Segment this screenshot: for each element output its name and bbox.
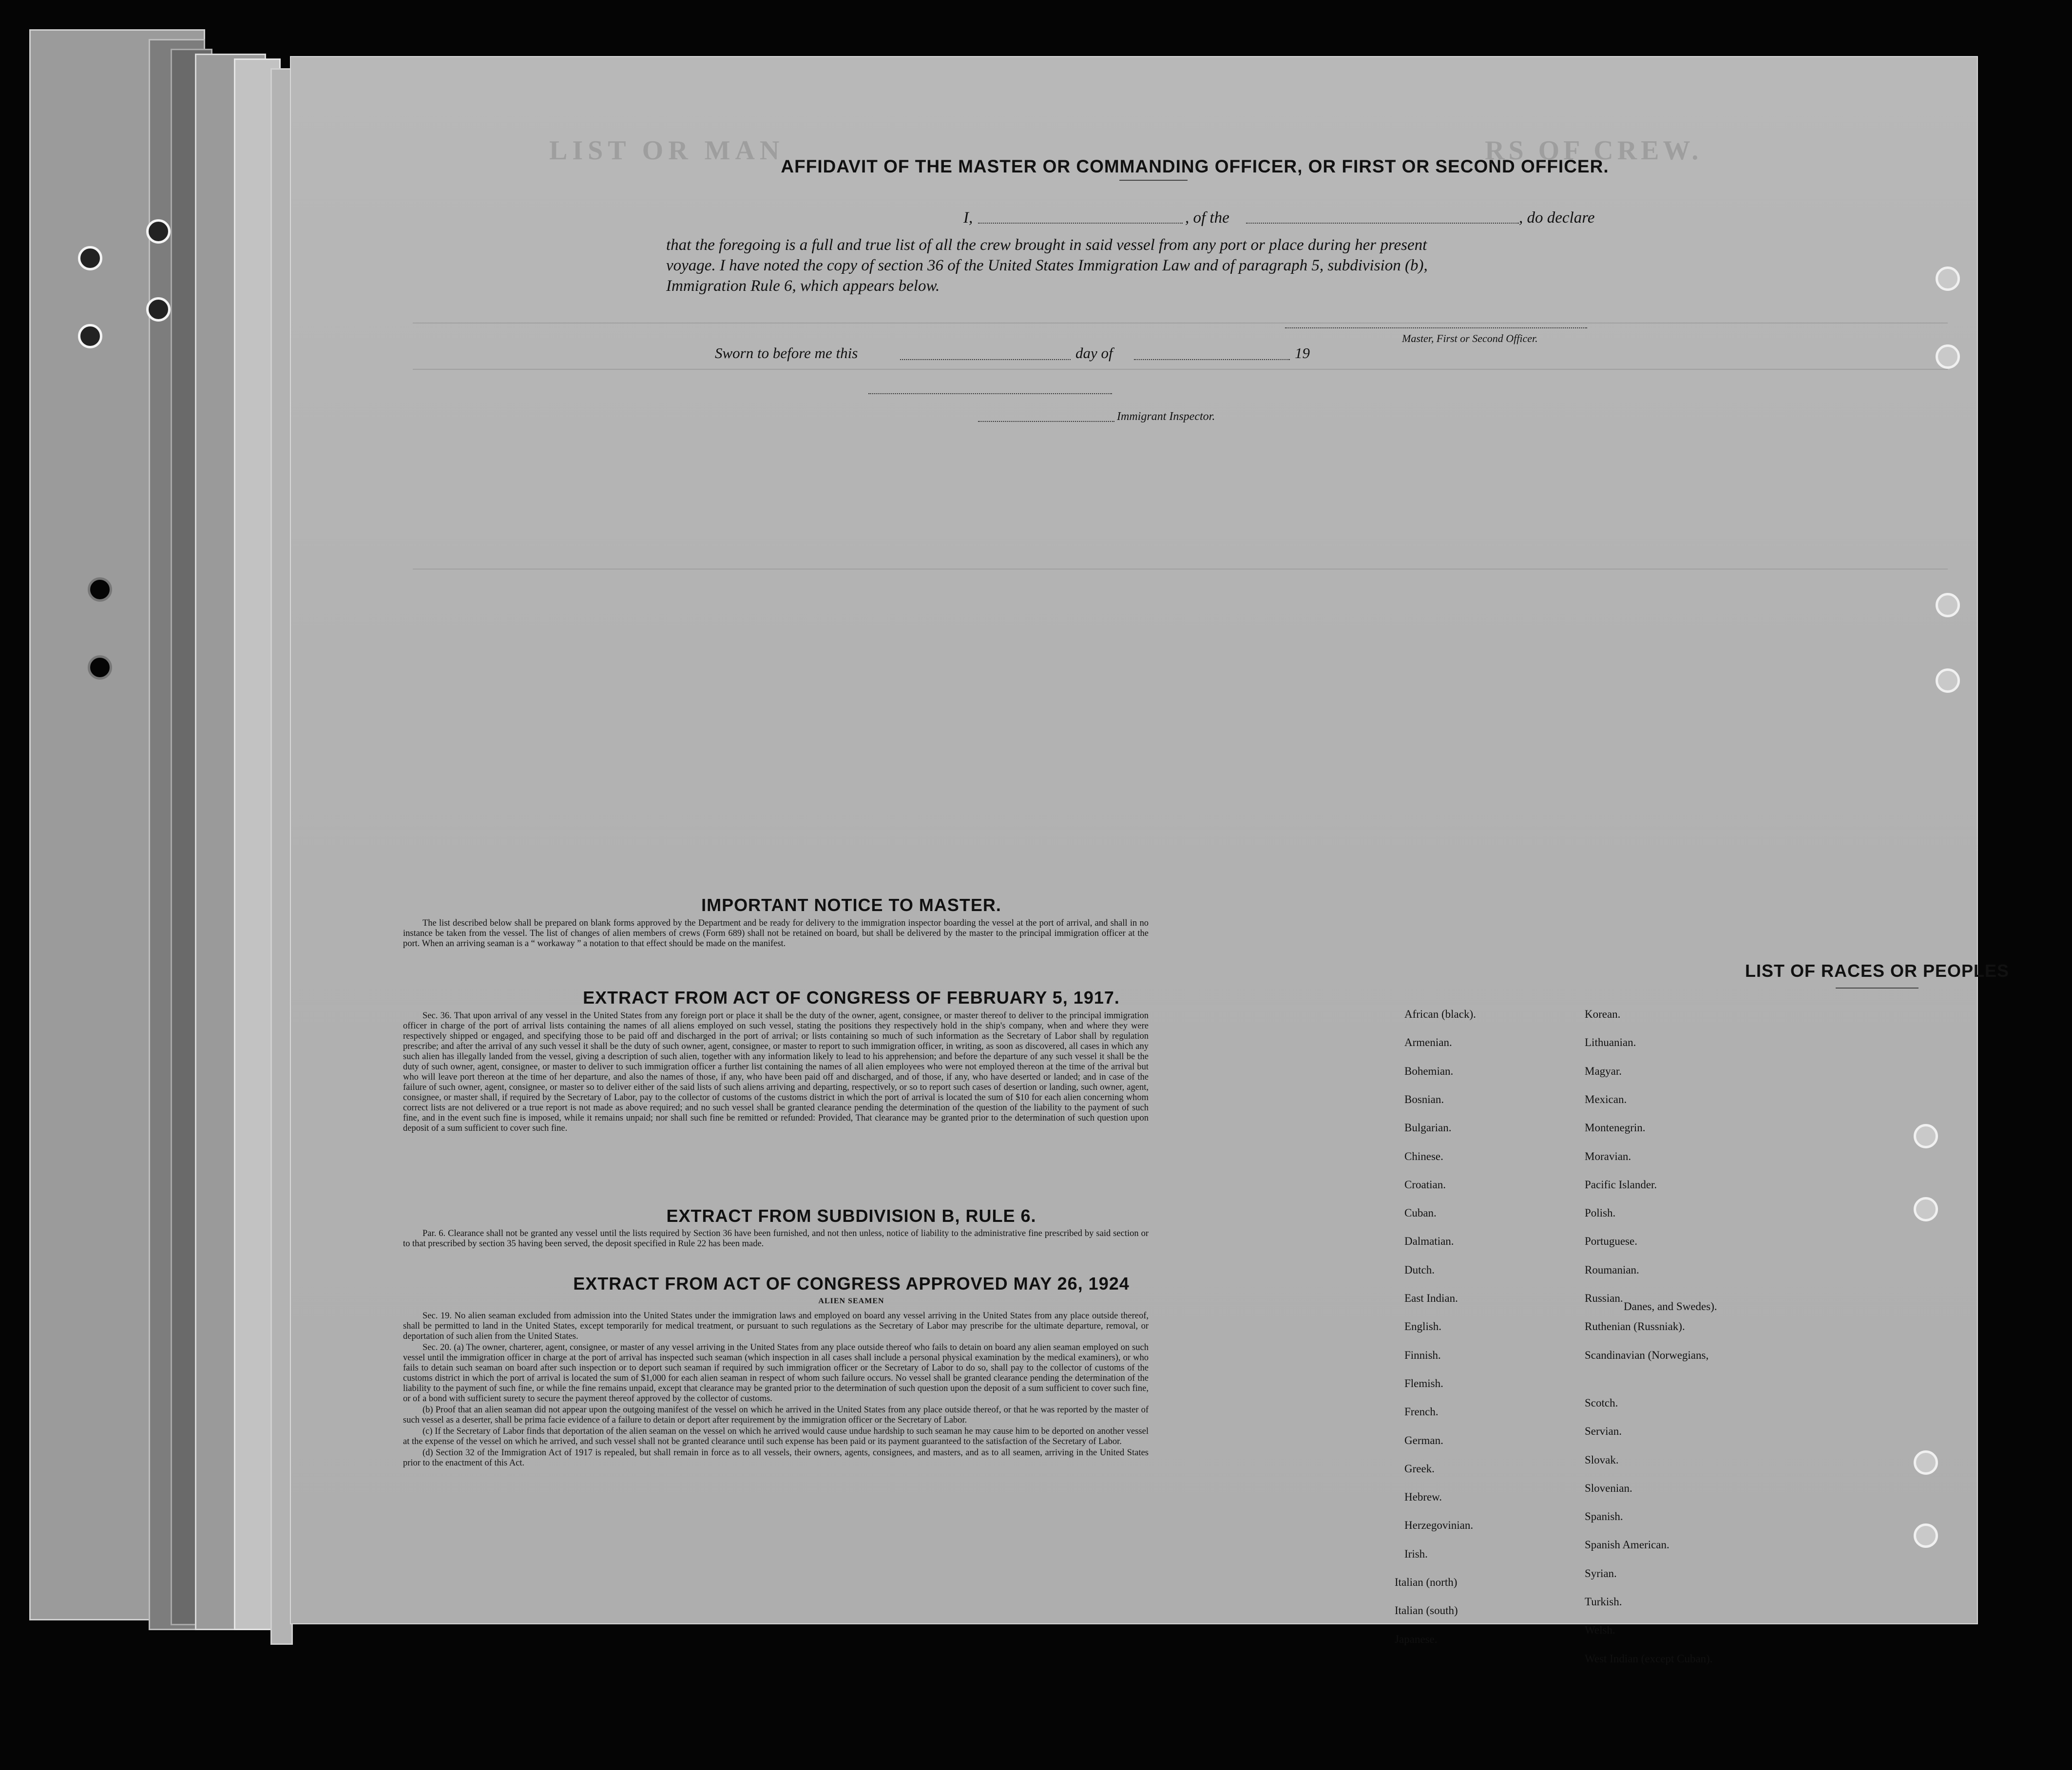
race-entry: Japanese.: [1395, 1633, 1438, 1645]
race-entry: Lithuanian.: [1585, 1036, 1636, 1048]
race-entry: Dutch.: [1404, 1264, 1435, 1276]
punch-hole-icon: [1936, 668, 1960, 693]
affidavit-text-line: voyage. I have noted the copy of section 36 of the United States Immigration Law and of paragraph 5, subdivision (b),: [666, 257, 1428, 274]
race-entry: Ruthenian (Russniak).: [1585, 1320, 1685, 1332]
extract-1917-text: [403, 1011, 1149, 1135]
race-entry: Chinese.: [1404, 1150, 1443, 1162]
affidavit-declare-label: , do declare: [1519, 209, 1595, 227]
race-entry: East Indian.: [1404, 1292, 1458, 1304]
section-20-paragraph: Sec. 20. (a) The owner, charterer, agent, consignee, or master of any vessel arriving in the United States from any place outside thereof who fails to detain on board any alien seaman employed on such vessel until the immigration officer in charge at the port of arrival has inspected such seaman (which inspection in all cases shall include a personal physical examination by the medical examiners), or who fails to detain such seaman on board after such inspection or to deport such seaman if required by such immigration officer or the Secretary of Labor to do so, shall pay to the collector of customs of the customs district in which the port of arrival is located the sum of $1,000 for each alien seaman in respect of whom such failure occurs. No vessel shall be granted clearance pending the determination of the liability to the payment of such fine, or while the fine remains unpaid, except that clearance may be granted prior to the determination of such question upon the deposit of a sum sufficient to cover such fine, or of a bond with sufficient surety to secure the payment thereof approved by the collector of customs.: [403, 1343, 1149, 1404]
punch-hole-icon: [88, 577, 112, 602]
race-entry: Roumanian.: [1585, 1264, 1639, 1276]
document-page: [290, 56, 2010, 1665]
section-20b-paragraph: (b) Proof that an alien seaman did not appear upon the outgoing manifest of the vessel on which he arrived in the United States from any place outside thereof, or that he was reported by the master of such vessel as a deserter, shall be prima facie evidence of a failure to detain or deport after requirement by the immigration officer or the Secretary of Labor.: [403, 1405, 1149, 1425]
race-entry: Irish.: [1404, 1548, 1428, 1560]
inspector-name-blank: [978, 421, 1114, 422]
section-36-paragraph: Sec. 36. That upon arrival of any vessel in the United States from any foreign port or place it shall be the duty of the owner, agent, consignee, or master thereof to deliver to the principal immigration officer in charge of the port of arrival lists containing the names of all aliens employed on such vessel, stating the positions they respectively hold in the ship's company, when and where they were respectively shipped or engaged, and specifying those to be paid off and discharged in the port of arrival; or lists containing so much of such information as the Secretary of Labor shall by regulation prescribe; and after the arrival of any such vessel it shall be the duty of such owner, agent, consignee, or master to report to such immigration officer, in writing, as soon as discovered, all cases in which any such alien has illegally landed from the vessel, giving a description of such alien, together with any information likely to lead to his apprehension; and before the departure of any such vessel it shall be the duty of such owner, agent, consignee, or master to deliver to such immigration officer a further list containing the names of all alien employees who were not employed thereon at the time of the arrival but who will leave port thereon at the time of her departure, and also the names of those, if any, who have been paid off and discharged, and of those, if any, who have deserted or landed; and in case of the failure of such owner, agent, consignee, or master so to deliver either of the said lists of such aliens arriving and departing, respectively, or so to report such cases of desertion or landing, such owner, agent, consignee, or master shall, if required by the Secretary of Labor, pay to the collector of customs of the customs district in which the port of arrival is located the sum of $10 for each alien concerning whom correct lists are not delivered or a true report is not made as above required; and no such vessel shall be granted clearance pending the determination of the question of the liability to the payment of such fine, and in the event such fine is imposed, while it remains unpaid; nor shall such fine be remitted or refunded: Provided, That clearance may be granted prior to the determination of such question upon deposit of a sum sufficient to cover such fine.: [403, 1011, 1149, 1133]
notice-paragraph: The list described below shall be prepared on blank forms approved by the Department and be ready for delivery to the immigration inspector boarding the vessel at the port of arrival, and shall in no instance be taken from the vessel. The list of changes of alien members of crews (Form 689) shall not be retained on board, but shall be delivered by the master to the principal immigration officer at the port. When an arriving seaman is a “ workaway ” a notation to that effect should be made on the manifest.: [403, 918, 1149, 949]
race-entry: Finnish.: [1404, 1349, 1441, 1361]
race-entry: German.: [1404, 1434, 1443, 1446]
section-19-paragraph: Sec. 19. No alien seaman excluded from admission into the United States under the immigration laws and employed on board any vessel arriving in the United States from any place outside thereof, shall be permitted to land in the United States, except temporarily for medical treatment, or pursuant to such regulations as the Secretary of Labor may prescribe for the ultimate departure, removal, or deportation of such alien from the United States.: [403, 1311, 1149, 1341]
race-entry: Portuguese.: [1585, 1235, 1637, 1247]
race-entry: Italian (north): [1395, 1576, 1458, 1588]
race-entry: Spanish.: [1585, 1510, 1623, 1523]
punch-hole-icon: [88, 655, 112, 680]
punch-hole-icon: [1914, 1523, 1938, 1548]
punch-hole-icon: [1936, 593, 1960, 617]
affidavit-of-label: , of the: [1185, 209, 1229, 227]
race-entry: Polish.: [1585, 1207, 1616, 1219]
race-entry: Bosnian.: [1404, 1093, 1444, 1105]
bleed-through-title: RS OF CREW.: [1485, 135, 1703, 166]
punch-hole-icon: [78, 324, 102, 348]
bleed-through-rule: [413, 569, 1948, 570]
title-underline: [1119, 180, 1188, 181]
bleed-through-rule: [413, 323, 1948, 324]
race-entry: Spanish American.: [1585, 1539, 1669, 1551]
race-entry: West Indian (except Cuban).: [1585, 1653, 1713, 1665]
sworn-day-blank: [900, 359, 1071, 360]
race-entry: African (black).: [1404, 1008, 1476, 1020]
race-entry: Syrian.: [1585, 1567, 1617, 1580]
race-entry: Flemish.: [1404, 1377, 1443, 1389]
punch-hole-icon: [1914, 1124, 1938, 1148]
race-entry: Bohemian.: [1404, 1065, 1454, 1077]
inspector-label: Immigrant Inspector.: [1117, 410, 1215, 423]
races-title: LIST OF RACES OR PEOPLES: [1745, 961, 2010, 981]
race-entry: Bulgarian.: [1404, 1122, 1452, 1134]
section-20d-paragraph: (d) Section 32 of the Immigration Act of 1917 is repealed, but shall remain in force as to all vessels, their owners, agents, consignees, and masters, and as to all seamen, arriving in the United States prior to the enactment of this Act.: [403, 1448, 1149, 1468]
name-blank: [978, 223, 1183, 224]
punch-hole-icon: [78, 246, 102, 270]
bleed-through-title: LIST OR MAN: [549, 135, 785, 166]
punch-hole-icon: [146, 297, 171, 322]
race-entry: Russian.: [1585, 1292, 1623, 1304]
master-label: Master, First or Second Officer.: [1402, 332, 1538, 344]
affidavit-title: AFFIDAVIT OF THE MASTER OR COMMANDING OFFICER, OR FIRST OR SECOND OFFICER.: [781, 156, 1609, 176]
punch-hole-icon: [1936, 344, 1960, 369]
race-entry: Dalmatian.: [1404, 1235, 1454, 1247]
punch-hole-icon: [1914, 1197, 1938, 1221]
race-entry: Slovenian.: [1585, 1482, 1632, 1494]
notice-text: [403, 918, 1149, 950]
rule-6-text: [403, 1229, 1149, 1250]
inspector-sig-blank: [868, 393, 1112, 394]
race-entry: Scotch.: [1585, 1397, 1618, 1409]
race-entry: English.: [1404, 1320, 1442, 1332]
year-label: 19: [1295, 344, 1310, 362]
punch-hole-icon: [1914, 1450, 1938, 1475]
races-title-underline: [1836, 988, 1919, 989]
race-entry: Croatian.: [1404, 1179, 1446, 1191]
day-of-label: day of: [1075, 344, 1113, 362]
extract-1924-title: EXTRACT FROM ACT OF CONGRESS APPROVED MAY 26, 1924: [573, 1274, 1130, 1294]
bleed-through-rule: [413, 369, 1948, 370]
vessel-blank: [1246, 223, 1519, 224]
race-entry: Pacific Islander.: [1585, 1179, 1657, 1191]
race-entry: Montenegrin.: [1585, 1122, 1646, 1134]
alien-seamen-subtitle: ALIEN SEAMEN: [818, 1297, 884, 1305]
race-entry: Servian.: [1585, 1425, 1622, 1437]
race-entry: Cuban.: [1404, 1207, 1437, 1219]
extract-1924-text: [403, 1311, 1149, 1469]
race-entry: Welsh.: [1585, 1624, 1615, 1636]
race-entry: Armenian.: [1404, 1036, 1452, 1048]
affidavit-i-label: I,: [963, 209, 973, 227]
rule-6-paragraph: Par. 6. Clearance shall not be granted any vessel until the lists required by Section 36 have been furnished, and not then unless, notice of liability to the administrative fine prescribed by said section or to that prescribed by section 35 having been served, the deposit specified in Rule 22 has been made.: [403, 1229, 1149, 1249]
punch-hole-icon: [1936, 266, 1960, 291]
affidavit-text-line: that the foregoing is a full and true list of all the crew brought in said vessel from any port or place during her present: [666, 236, 1427, 254]
rule-6-title: EXTRACT FROM SUBDIVISION B, RULE 6.: [666, 1206, 1036, 1226]
extract-1917-title: EXTRACT FROM ACT OF CONGRESS OF FEBRUARY 5, 1917.: [583, 988, 1120, 1008]
sworn-label: Sworn to before me this: [715, 344, 858, 362]
race-entry: Turkish.: [1585, 1596, 1622, 1608]
race-entry: Mexican.: [1585, 1093, 1627, 1105]
race-entry: Korean.: [1585, 1008, 1621, 1020]
race-entry-continuation: Danes, and Swedes).: [1624, 1300, 1717, 1313]
affidavit-text-line: Immigration Rule 6, which appears below.: [666, 277, 940, 295]
signature-blank: [1285, 327, 1587, 328]
race-entry: Scandinavian (Norwegians,: [1585, 1349, 1709, 1361]
section-20c-paragraph: (c) If the Secretary of Labor finds that deportation of the alien seaman on the vessel on which he arrived would cause undue hardship to such seaman he may cause him to be deported on another vessel at the expense of the vessel on which he arrived, and such vessel shall not be granted clearance until such expense has been paid or its payment guaranteed to the satisfaction of the Secretary of Labor.: [403, 1427, 1149, 1446]
punch-hole-icon: [146, 219, 171, 244]
race-entry: Hebrew.: [1404, 1491, 1442, 1503]
notice-title: IMPORTANT NOTICE TO MASTER.: [701, 895, 1001, 915]
race-entry: Italian (south): [1395, 1604, 1458, 1617]
race-entry: Slovak.: [1585, 1454, 1619, 1466]
month-blank: [1134, 359, 1290, 360]
race-entry: French.: [1404, 1406, 1439, 1418]
race-entry: Herzegovinian.: [1404, 1519, 1474, 1531]
race-entry: Magyar.: [1585, 1065, 1622, 1077]
race-entry: Moravian.: [1585, 1150, 1631, 1162]
race-entry: Greek.: [1404, 1463, 1435, 1475]
